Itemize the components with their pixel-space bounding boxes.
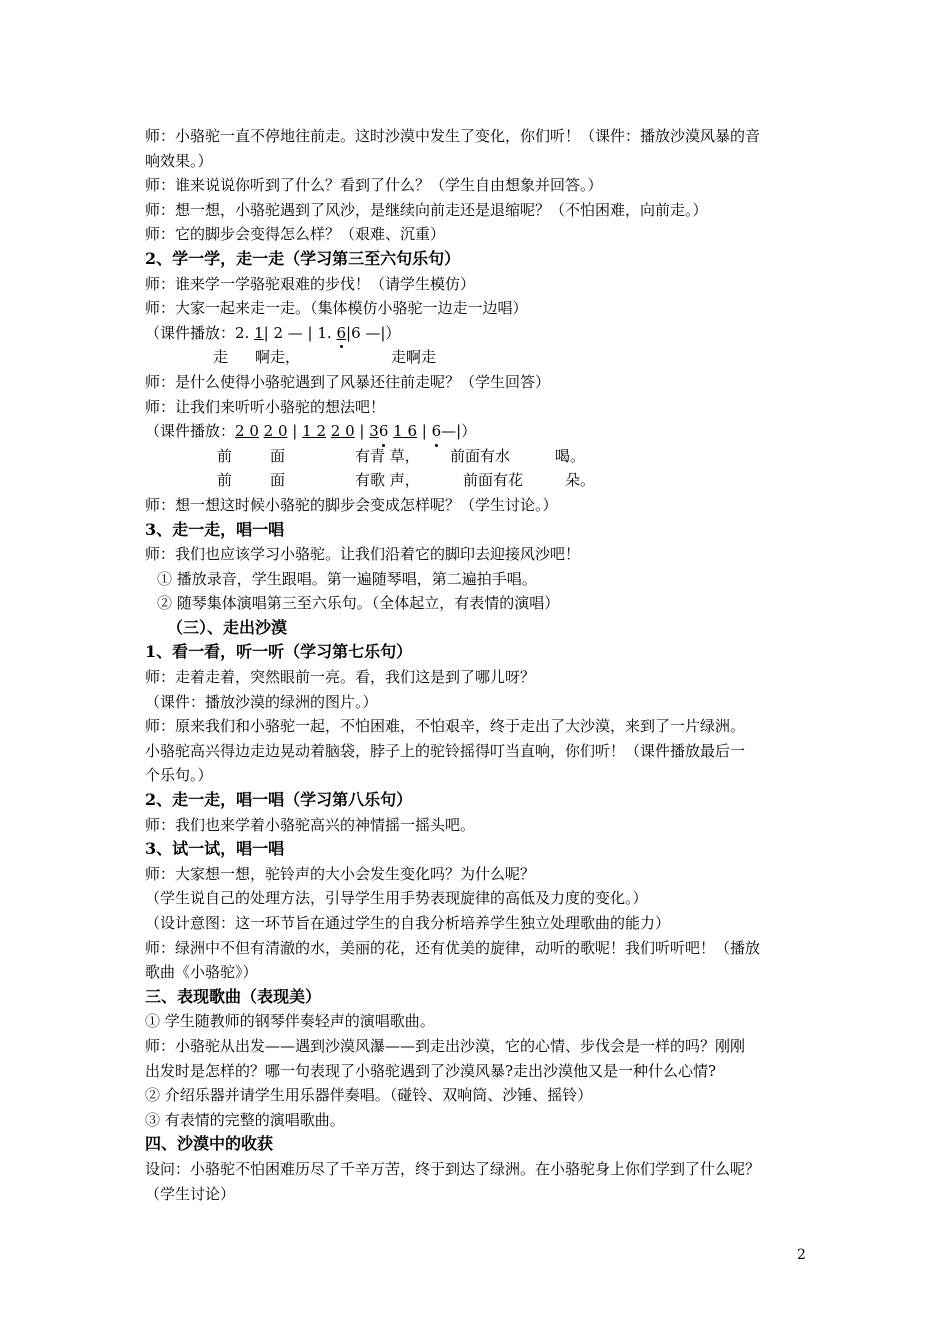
text-line: 师：让我们来听听小骆驼的想法吧！: [145, 397, 386, 416]
text-line: 师：是什么使得小骆驼遇到了风暴还往前走呢？（学生回答）: [145, 372, 551, 391]
text-line: 小骆驼高兴得边走边晃动着脑袋，脖子上的驼铃摇得叮当直响，你们听！（课件播放最后一: [145, 741, 746, 760]
section-heading: 1、看一看，听一听（学习第七乐句）: [145, 642, 413, 662]
section-heading: （三）、走出沙漠: [167, 617, 288, 637]
text-line: 师：我们也应该学习小骆驼。让我们沿着它的脚印去迎接风沙吧！: [145, 545, 581, 564]
text-line: 师：走着走着，突然眼前一亮。看，我们这是到了哪儿呀？: [145, 668, 536, 687]
text-line: 师：谁来学一学骆驼艰难的步伐！（请学生模仿）: [145, 274, 476, 293]
text-line: 师：小骆驼从出发——遇到沙漠风瀑——到走出沙漠，它的心情、步伐会是一样的吗？刚刚: [145, 1036, 746, 1055]
notation-dotted: 6: [336, 321, 346, 346]
text-line: 师：谁来说说你听到了什么？看到了什么？（学生自由想象并回答。）: [145, 176, 603, 195]
text-line: （学生讨论）: [145, 1184, 236, 1203]
notation-dotted: 6: [432, 419, 442, 444]
text-line: 师：大家想一想，驼铃声的大小会发生变化吗？为什么呢？: [145, 864, 536, 883]
text-line: 师：原来我们和小骆驼一起，不怕困难，不怕艰辛，终于走出了大沙漠，来到了一片绿洲。: [145, 717, 746, 736]
text-line: （设计意图：这一环节旨在通过学生的自我分析培养学生独立处理歌曲的能力）: [145, 914, 671, 932]
text-line: （课件：播放沙漠的绿洲的图片。）: [145, 692, 378, 711]
section-heading: 2、学一学，走一走（学习第三至六句乐句）: [145, 248, 461, 268]
section-heading: 四、沙漠中的收获: [145, 1134, 274, 1154]
list-item: ① 学生随教师的钢琴伴奏轻声的演唱歌曲。: [145, 1012, 435, 1031]
section-heading: 3、走一走，唱一唱: [145, 519, 285, 539]
text-line: 个乐句。）: [145, 766, 213, 785]
section-heading: 3、试一试，唱一唱: [145, 839, 285, 859]
lyrics-line: 前 面 有青 草， 前面有水 喝。: [217, 446, 586, 465]
text-line: 师：大家一起来走一走。（集体模仿小骆驼一边走一边唱）: [145, 299, 528, 318]
list-item: ③ 有表情的完整的演唱歌曲。: [145, 1110, 345, 1129]
text-line: 师：它的脚步会变得怎么样？（艰难、沉重）: [145, 225, 446, 244]
text-line: 响效果。）: [145, 151, 213, 170]
text-line: 师：想一想，小骆驼遇到了风沙，是继续向前走还是退缩呢？（不怕困难，向前走。）: [145, 200, 708, 219]
list-item: ① 播放录音，学生跟唱。第一遍随琴唱，第二遍拍手唱。: [157, 569, 537, 588]
text-line: 师：我们也来学着小骆驼高兴的神情摇一摇头吧。: [145, 815, 476, 834]
text-line: 师：想一想这时候小骆驼的脚步会变成怎样呢？（学生讨论。）: [145, 495, 558, 514]
text-line: 出发时是怎样的？哪一句表现了小骆驼遇到了沙漠风暴?走出沙漠他又是一种什么心情?: [145, 1061, 717, 1080]
notation-dotted: 6: [379, 419, 389, 444]
notation-underlined: 1: [254, 323, 264, 342]
page-number: 2: [797, 1247, 806, 1263]
text-line: （学生说自己的处理方法，引导学生用手势表现旋律的高低及力度的变化。）: [145, 889, 648, 908]
lyrics-line: 前 面 有歌 声， 前面有花 朵。: [217, 471, 596, 490]
list-item: ② 介绍乐器并请学生用乐器伴奏唱。（碰铃、双响筒、沙锤、摇铃）: [145, 1086, 593, 1105]
text-line: 歌曲《小骆驼》）: [145, 963, 258, 982]
lyrics-line: 走 啊走， 走啊走: [213, 348, 437, 367]
list-item: ② 随琴集体演唱第三至六乐句。（全体起立，有表情的演唱）: [157, 594, 560, 613]
notation-line-1: （课件播放：2. 1| 2 — | 1. 6|6 —|）: [145, 321, 825, 346]
notation-line-2: （课件播放：2 0 2 0 | 1 2 2 0 | 36 1 6 | 6—|）: [145, 419, 825, 444]
text-line: 师：绿洲中不但有清澈的水，美丽的花，还有优美的旋律，动听的歌呢！我们听听吧！（播放: [145, 938, 761, 957]
section-heading: 2、走一走，唱一唱（学习第八乐句）: [145, 790, 413, 810]
document-body: [145, 124, 825, 1206]
section-heading: 三、表现歌曲（表现美）: [145, 986, 322, 1006]
text-line: 设问：小骆驼不怕困难历尽了千辛万苦，终于到达了绿洲。在小骆驼身上你们学到了什么呢？: [145, 1159, 761, 1178]
text-line: 师：小骆驼一直不停地往前走。这时沙漠中发生了变化，你们听！（课件：播放沙漠风暴的音: [145, 127, 761, 145]
